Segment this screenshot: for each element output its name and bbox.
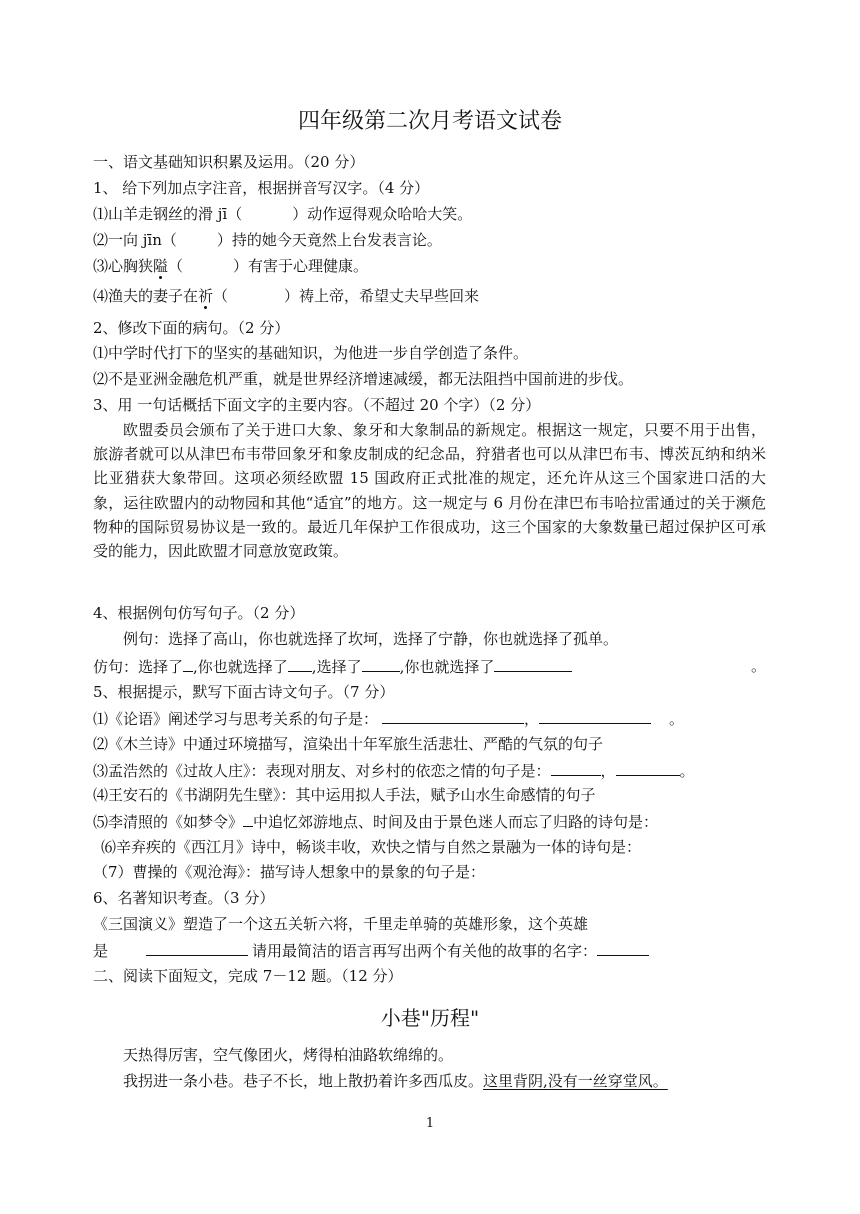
q4-example: 例句：选择了高山，你也就选择了坎坷，选择了宁静，你也就选择了孤单。 (123, 630, 619, 648)
q5-sentence-7: （7）曹操的《观沧海》：描写诗人想象中的景象的句子是： (93, 863, 486, 881)
q1-item-1-pre: ⑴山羊走钢丝的滑 jī（ (93, 205, 243, 223)
q4-blank-3[interactable] (362, 656, 400, 672)
section2-heading: 二、阅读下面短文，完成 7－12 题。（12 分） (93, 967, 403, 985)
q2-sentence-1: ⑴中学时代打下的坚实的基础知识，为他进一步自学创造了条件。 (93, 344, 529, 362)
q1-item-4 (93, 286, 479, 306)
q4-prompt-end: 。 (750, 657, 766, 675)
q6-heading: 6、名著知识考查。（3 分） (93, 889, 275, 907)
q5-s5-post: 中追忆郊游地点、时间及由于景色迷人而忘了归路的诗句是： (253, 813, 659, 831)
section1-heading: 一、语文基础知识积累及运用。（20 分） (93, 153, 365, 171)
q4-prompt-part-4: ,你也就选择了 (399, 658, 495, 676)
q3-passage: 欧盟委员会颁布了关于进口大象、象牙和大象制品的新规定。根据这一规定，只要不用于出售，旅游者就可以从津巴布韦带回象牙和象皮制成的纪念品，狩猎者也可以从津巴布韦、博茨瓦纳和纳米比亚猎获大象带回。这项必须经欧盟 15 国政府正式批准的规定，还允许从这三个国家进口活的大象，运往欧盟内的动物园和其他“适宜”的地方。这一规定与 6 月份在津巴布韦哈拉雷通过的关于濒危物种的国际贸易协议是一致的。最近几年保护工作很成功，这三个国家的大象数量已超过保护区可承受的能力，因此欧盟才同意放宽政策。 (93, 421, 766, 561)
q2-sentence-2: ⑵不是亚洲金融危机严重，就是世界经济增速减缓，都无法阻挡中国前进的步伐。 (93, 370, 634, 388)
q4-prompt (93, 656, 766, 677)
q1-item-4-pre: ⑷渔夫的妻子在 (93, 287, 199, 305)
q5-s1-end: 。 (669, 710, 685, 728)
q5-sentence-1 (93, 708, 684, 729)
q1-item-2-pre: ⑵一向 jīn（ (93, 231, 177, 249)
q5-s1-pre: ⑴《论语》阐述学习与思考关系的句子是： (93, 710, 379, 728)
story-title: 小巷"历程" (380, 1006, 480, 1030)
q5-s3-mid: ， (600, 762, 616, 780)
q5-s3-blank-1[interactable] (551, 760, 601, 776)
q4-prompt-part-1: 仿句：选择了 (93, 658, 184, 676)
q6-line-2 (93, 940, 649, 961)
q1-item-3-pre: ⑶心胸狭 (93, 257, 154, 275)
q1-item-4-dotted-char: 祈 (198, 287, 214, 305)
q4-blank-1[interactable] (183, 656, 193, 672)
q5-s1-blank-1[interactable] (382, 708, 524, 724)
page-number: 1 (425, 1116, 435, 1131)
story-underlined-sentence: 这里背阴,没有一丝穿堂风。 (483, 1072, 668, 1090)
q3-heading: 3、用 一句话概括下面文字的主要内容。（不超过 20 个字）（2 分） (93, 396, 541, 414)
q1-item-2 (93, 230, 442, 250)
q5-s5-pre: ⑸李清照的《如梦令》 (93, 813, 244, 831)
q4-blank-2[interactable] (288, 656, 312, 672)
q5-sentence-2: ⑵《木兰诗》中通过环境描写，渲染出十年军旅生活悲壮、严酷的气氛的句子 (93, 735, 604, 753)
q5-sentence-3 (93, 760, 695, 781)
q6-line-2-post: 请用最简洁的语言再写出两个有关他的故事的名字： (252, 942, 598, 960)
q5-sentence-4: ⑷王安石的《书湖阴先生壁》：其中运用拟人手法，赋予山水生命感情的句子 (93, 786, 596, 804)
q5-sentence-6: ⑹辛弃疾的《西江月》诗中，畅谈丰收，欢快之情与自然之景融为一体的诗句是： (101, 838, 642, 856)
q4-heading: 4、根据例句仿写句子。（2 分） (93, 604, 305, 622)
story-paragraph-2 (123, 1071, 668, 1091)
q6-line-2-pre: 是 (93, 942, 109, 960)
q5-s3-blank-2[interactable] (616, 760, 680, 776)
story-paragraph-2-text: 我拐进一条小巷。巷子不长，地上散扔着许多西瓜皮。 (123, 1072, 484, 1090)
q6-line-1: 《三国演义》塑造了一个这五关斩六将，千里走单骑的英雄形象，这个英雄 (93, 915, 589, 933)
q5-s1-mid: ， (524, 710, 540, 728)
story-paragraph-1: 天热得厉害，空气像团火，烤得柏油路软绵绵的。 (123, 1046, 454, 1064)
q5-sentence-5 (93, 811, 658, 832)
q4-prompt-part-3: ,选择了 (311, 658, 362, 676)
q5-s5-blank[interactable] (243, 811, 253, 827)
q5-s1-blank-2[interactable] (539, 708, 651, 724)
q1-item-2-post: ）持的她今天竟然上台发表言论。 (216, 231, 442, 249)
q1-heading: 1、 给下列加点字注音，根据拼音写汉字。（4 分） (93, 179, 430, 197)
q1-item-3-paren: （ (168, 257, 184, 275)
q6-blank-2[interactable] (597, 940, 649, 956)
q5-heading: 5、根据提示，默写下面古诗文句子。（7 分） (93, 683, 395, 701)
q1-item-1-post: ）动作逗得观众哈哈大笑。 (292, 205, 473, 223)
q1-item-1 (93, 204, 472, 224)
q1-item-3-dotted-char: 隘 (153, 257, 169, 275)
q5-s3-end: 。 (679, 762, 695, 780)
q1-item-4-post: ）祷上帝，希望丈夫早些回来 (284, 287, 480, 305)
q5-s3-pre: ⑶孟浩然的《过故人庄》：表现对朋友、对乡村的依恋之情的句子是： (93, 762, 551, 780)
q6-blank-1[interactable] (146, 940, 248, 956)
q1-item-4-paren: （ (213, 287, 229, 305)
exam-title: 四年级第二次月考语文试卷 (297, 109, 562, 134)
q2-heading: 2、修改下面的病句。（2 分） (93, 319, 290, 337)
q1-item-3 (93, 256, 368, 276)
q4-blank-4[interactable] (494, 656, 572, 672)
q4-prompt-part-2: ,你也就选择了 (193, 658, 288, 676)
q1-item-3-post: ）有害于心理健康。 (233, 257, 369, 275)
